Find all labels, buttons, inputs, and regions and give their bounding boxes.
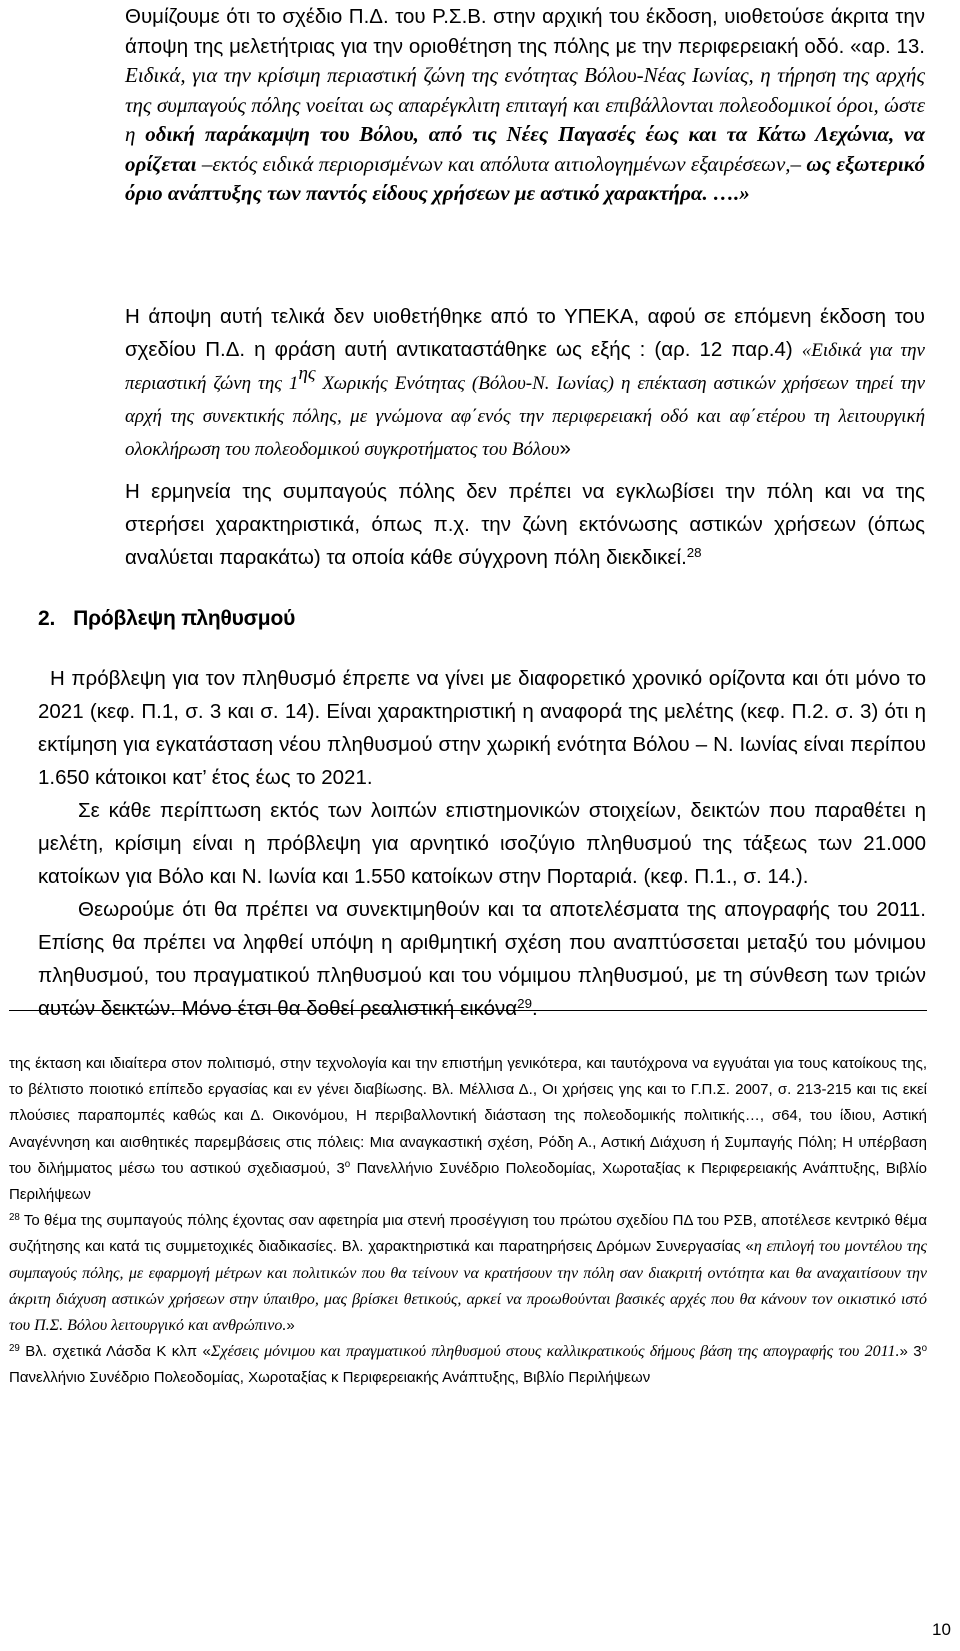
section-number: 2. [38, 607, 56, 630]
replacement-quote-sup: ης [298, 362, 316, 384]
replacement-quote-close: » [559, 437, 571, 460]
footnote-28-quote: η επιλογή του μοντέλου της συμπαγούς πόλης, με εφαρμογή μέτρων και πολιτικών που θα τείνουν να κρατήσουν την πόλη σαν διακριτή οντότητα και θα αναχαιτίσουν την άκριτη διάχυση αστικών χρήσεων στην ύπαιθρο, μας βρίσκει θετικούς, αρκεί να προωθούνται βασικές αρχές που θα κάνουν τον οικιστικό ιστό του Π.Σ. Βόλου λειτουργικό και ανθρώπινο. [9, 1238, 927, 1335]
footnotes [9, 1051, 927, 1392]
footnote-29-number: 29 [9, 1342, 20, 1354]
interpretation-text: Η ερμηνεία της συμπαγούς πόλης δεν πρέπει να εγκλωβίσει την πόλη και να της στερήσει χαρακτηριστικά, όπως π.χ. την ζώνη εκτόνωσης αστικών χρήσεων (όπως αναλύεται παρακάτω) τα οποία κάθε σύγχρονη πόλη διεκδικεί. [125, 480, 925, 569]
footnote-continuation-text: της έκταση και ιδιαίτερα στον πολιτισμό, στην τεχνολογία και την επιστήμη γενικότερα, και ταυτόχρονα να εγγυάται για τους κατοίκους της, το βέλτιστο ποιοτικό επίπεδο εργασίας και εν γένει διαβίωσης. Βλ. Μέλλισα Δ., Οι χρήσεις γης και το Γ.Π.Σ. 2007, σ. 213-215 και τις εκεί πλούσιες παραπομπές καθώς και Δ. Οικονόμου, Η περιβαλλοντική διάσταση της πολεοδομικής πολιτικής…, σ64, του ίδιου, Αστική Αναγέννηση και αισθητικές παρεμβάσεις στις πόλεις: Μια αναγκαστική σχέση, Ρόδη Α., Αστική Διάχυση ή Συμπαγής Πόλη; Η υπέρβαση του διλήμματος μέσω του αστικού σχεδιασμού, 3 [9, 1055, 927, 1177]
quote-bold-a: οδική παράκαμψη του Βόλου, από τις Νέες Παγασές έως και τα Κάτω Λεχώνια, να ορίζεται [125, 122, 925, 176]
body-paragraph: Σε κάθε περίπτωση εκτός των λοιπών επιστημονικών στοιχείων, δεικτών που παραθέτει η μελέτη, κρίσιμη είναι η πρόβλεψη για αρνητικό ισοζύγιο πληθυσμού της τάξεως των 21.000 κατοίκων για Βόλο και Ν. Ιωνία και 1.550 κατοίκων στην Πορταριά. (κεφ. Π.1., σ. 14.). [38, 799, 926, 888]
quote-italic-b: –εκτός ειδικά περιορισμένων και απόλυτα αιτιολογημένων εξαιρέσεων,– [196, 151, 807, 176]
footnote-28-close: » [286, 1317, 295, 1335]
quote-bold-b: ως εξωτερικό όριο ανάπτυξης των παντός είδους χρήσεων με αστικό χαρακτήρα. ….» [125, 151, 925, 205]
body-paragraph-last [38, 893, 926, 1025]
quote-intro: Θυμίζουμε ότι το σχέδιο Π.Δ. του Ρ.Σ.Β. στην αρχική του έκδοση, υιοθετούσε άκριτα την άποψη της μελετήτριας για την οριοθέτηση της πόλης με την περιφερειακή οδό. «αρ. 13. [125, 5, 925, 58]
footnote-continuation-sup: ο [344, 1159, 351, 1171]
footnote-separator [9, 1010, 927, 1011]
footnote-29-sup: ο [921, 1342, 927, 1354]
page-number: 10 [932, 1620, 951, 1639]
replacement-quote-a: «Ειδικά για την περιαστική ζώνη της 1 [125, 340, 925, 394]
footnote-ref-29[interactable]: 29 [517, 995, 532, 1011]
section-heading [38, 607, 295, 631]
footnote-continuation-tail: Πανελλήνιο Συνέδριο Πολεοδομίας, Χωροταξίας κ Περιφερειακής Ανάπτυξης, Βιβλίο Περιλήψεων [9, 1159, 927, 1204]
footnote-29-text: Βλ. σχετικά Λάσδα Κ κλπ « [19, 1343, 211, 1361]
quote-paragraph [125, 2, 925, 209]
footnote-29-quote: Σχέσεις μόνιμου και πραγματικού πληθυσμού στους καλλικρατικούς δήμους βάση της απογραφής του 2011. [210, 1343, 900, 1361]
section-title: Πρόβλεψη πληθυσμού [73, 607, 296, 630]
replacement-paragraph [125, 300, 925, 465]
footnote-29-tail: Πανελλήνιο Συνέδριο Πολεοδομίας, Χωροταξίας κ Περιφερειακής Ανάπτυξης, Βιβλίο Περιλήψεων [9, 1369, 651, 1387]
footnote-29 [9, 1339, 927, 1391]
footnote-28 [9, 1208, 927, 1339]
body-paragraph-text: Θεωρούμε ότι θα πρέπει να συνεκτιμηθούν και τα αποτελέσματα της απογραφής του 2011. Επίσης θα πρέπει να ληφθεί υπόψη η αριθμητική σχέση που αναπτύσσεται μεταξύ του μόνιμου πληθυσμού, του πραγματικού πληθυσμού και του νόμιμου πληθυσμού, με τη σύνθεση των τριών αυτών δεικτών. Μόνο έτσι θα δοθεί ρεαλιστική εικόνα [38, 898, 926, 1020]
population-section-body [38, 662, 926, 1025]
replacement-quote-b: Χωρικής Ενότητας (Βόλου-Ν. Ιωνίας) η επέκταση αστικών χρήσεων τηρεί την αρχή της συνεκτικής πόλης, με γνώμονα αφ΄ενός την περιφερειακή οδό και αφ΄ετέρου τη λειτουργική ολοκλήρωση του πολεοδομικού συγκροτήματος του Βόλου [125, 373, 926, 460]
footnote-continuation [9, 1051, 927, 1208]
body-paragraph-end: . [531, 997, 538, 1020]
interpretation-paragraph [125, 475, 925, 574]
body-paragraph: Η πρόβλεψη για τον πληθυσμό έπρεπε να γίνει με διαφορετικό χρονικό ορίζοντα και ότι μόνο το 2021 (κεφ. Π.1, σ. 3 και σ. 14). Είναι χαρακτηριστική η αναφορά της μελέτης (κεφ. Π.2. σ. 3) ότι η εκτίμηση για εγκατάσταση νέου πληθυσμού στην χωρική ενότητα Βόλου – Ν. Ιωνίας είναι περίπου 1.650 κάτοικοι κατ’ έτος έως το 2021. [38, 667, 926, 789]
footnote-29-after: » 3 [899, 1343, 922, 1361]
footnote-28-number: 28 [9, 1211, 20, 1223]
footnote-28-text: Το θέμα της συμπαγούς πόλης έχοντας σαν αφετηρία μια στενή προσέγγιση του πρώτου σχεδίου ΠΔ του ΡΣΒ, αποτέλεσε κεντρικό θέμα συζήτησης και κατά τις συμμετοχικές διαδικασίες. Βλ. χαρακτηριστικά και παρατηρήσεις Δρόμων Συνεργασίας « [9, 1212, 927, 1256]
replacement-text: Η άποψη αυτή τελικά δεν υιοθετήθηκε από το ΥΠΕΚΑ, αφού σε επόμενη έκδοση του σχεδίου Π.Δ. η φράση αυτή αντικαταστάθηκε ως εξής : (αρ. 12 παρ.4) [125, 305, 925, 361]
quote-italic-a: Ειδικά, για την κρίσιμη περιαστική ζώνη της ενότητας Βόλου-Νέας Ιωνίας, η τήρηση της αρχής της συμπαγούς πόλης νοείται ως απαρέγκλιτη επιταγή και επιβάλλονται πολεοδομικοί όροι, ώστε η [125, 63, 925, 146]
footnote-ref-28[interactable]: 28 [686, 544, 702, 560]
